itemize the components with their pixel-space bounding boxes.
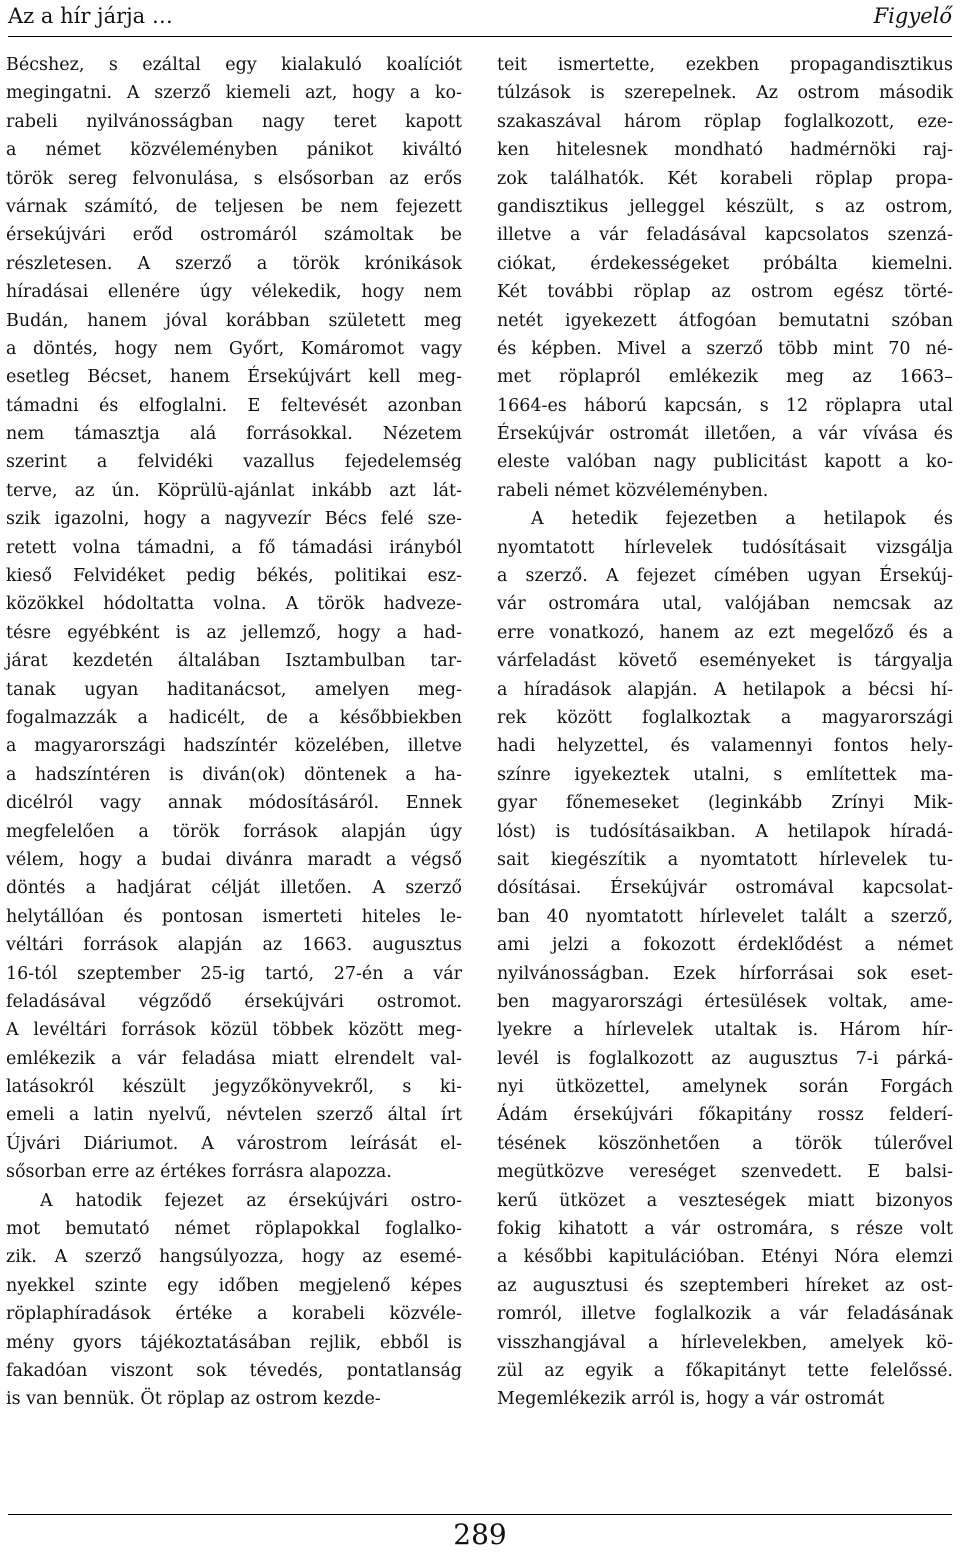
text-line: helytállóan és pontosan ismerteti hiteles le- xyxy=(6,906,462,927)
text-line: színre igyekeztek utalni, s említettek ma- xyxy=(497,764,953,785)
text-line: szerint a felvidéki vazallus fejedelemség xyxy=(6,452,462,473)
text-line: rek között foglalkoztak a magyarországi xyxy=(497,707,953,728)
text-line: Újvári Diáriumot. A várostrom leírását el- xyxy=(6,1133,462,1154)
text-line: retett volna támadni, a fő támadási irányból xyxy=(6,537,462,558)
text-line: dósításai. Érsekújvár ostromával kapcsolat- xyxy=(497,878,953,899)
text-line: tanak ugyan haditanácsot, amelyen meg- xyxy=(6,679,462,700)
text-line: várnak számító, de teljesen be nem fejezett xyxy=(6,196,462,217)
text-line: híradásai ellenére úgy vélekedik, hogy nem xyxy=(6,282,462,303)
text-line: sait kiegészítik a nyomtatott hírlevelek tu- xyxy=(497,849,953,870)
text-line: nyekkel szinte egy időben megjelenő képes xyxy=(6,1275,462,1296)
text-line: emeli a latin nyelvű, névtelen szerző által írt xyxy=(6,1105,462,1126)
text-line: erre vonatkozó, hanem az ezt megelőző és a xyxy=(497,622,953,643)
text-line: dicélról vagy annak módosításáról. Ennek xyxy=(6,793,462,814)
text-line: megingatni. A szerző kiemeli azt, hogy a ko- xyxy=(6,83,462,104)
text-line: sősorban erre az értékes forrásra alapozza. xyxy=(6,1162,392,1183)
text-line: zik. A szerző hangsúlyozza, hogy az esemé- xyxy=(6,1247,462,1268)
text-line: a szerző. A fejezet címében ugyan Érsekúj- xyxy=(497,566,953,587)
text-line: netét igyekezett átfogóan bemutatni szóban xyxy=(497,310,953,331)
text-column-right xyxy=(497,51,953,1414)
text-line: nem támasztja alá forrásokkal. Nézetem xyxy=(6,424,462,445)
text-line: részletesen. A szerző a török krónikások xyxy=(6,253,462,274)
text-line: nyilvánosságban. Ezek hírforrásai sok eset- xyxy=(497,963,953,984)
text-line: a híradások alapján. A hetilapok a bécsi hí- xyxy=(497,679,953,700)
text-line: röplaphíradások értéke a korabeli közvéle- xyxy=(6,1304,462,1325)
text-line: Érsekújvár ostromát illetően, a vár vívása és xyxy=(497,424,953,445)
text-line: megfelelően a török források alapján úgy xyxy=(6,821,462,842)
text-line: ken hitelesnek mondható hadmérnöki raj- xyxy=(497,140,953,161)
text-line: is van bennük. Öt röplap az ostrom kezde- xyxy=(6,1389,381,1410)
text-line: gandisztikus jelleggel készült, s az ostrom, xyxy=(497,196,953,217)
text-line: véltári források alapján az 1663. augusztus xyxy=(6,935,462,956)
text-line: és képben. Mivel a szerző több mint 70 né- xyxy=(497,338,953,359)
text-line: Bécshez, s ezáltal egy kialakuló koalíciót xyxy=(6,55,462,75)
text-line: túlzások is szerepelnek. Az ostrom második xyxy=(497,83,953,104)
text-line: esetleg Bécset, hanem Érsekújvárt kell meg- xyxy=(6,367,462,388)
text-line: mény gyors tájékoztatásában rejlik, ebből is xyxy=(6,1332,462,1353)
text-line: nyomtatott hírlevelek tudósításait vizsgálja xyxy=(497,537,953,558)
running-header xyxy=(8,0,952,37)
text-line: 1664-es háború kapcsán, s 12 röplapra utal xyxy=(497,395,953,416)
text-line: ban 40 nyomtatott hírlevelet talált a szerző, xyxy=(497,906,953,927)
text-line: visszhangjával a hírlevelekben, amelyek kö- xyxy=(497,1332,953,1353)
text-line: rabeli német közvéleményben. xyxy=(497,480,769,501)
text-line: kieső Felvidéket pedig békés, politikai esz- xyxy=(6,566,462,587)
text-line: hadi helyzettel, és valamennyi fontos hely- xyxy=(497,736,953,757)
text-line: feladásával végződő érsekújvári ostromot. xyxy=(6,991,462,1012)
text-line: lyekre a hírlevelek utaltak is. Három hír- xyxy=(497,1020,953,1041)
text-line: A hatodik fejezet az érsekújvári ostro- xyxy=(40,1190,462,1211)
running-title: Az a hír járja … xyxy=(8,4,173,28)
text-line: mot bemutató német röplapokkal foglalko- xyxy=(6,1219,462,1240)
text-line: ben magyarországi értesülések voltak, ame- xyxy=(497,991,953,1012)
text-line: gyar főnemeseket (leginkább Zrínyi Mik- xyxy=(497,793,953,814)
text-line: a magyarországi hadszíntér közelében, illetve xyxy=(6,736,462,757)
text-line: a későbbi kapitulációban. Etényi Nóra elemzi xyxy=(497,1247,953,1268)
text-line: tésének köszönhetően a török túlerővel xyxy=(497,1133,953,1154)
text-line: a hadszíntéren is diván(ok) döntenek a ha- xyxy=(6,764,462,785)
text-line: ciókat, érdekességeket próbálta kiemelni. xyxy=(497,253,953,274)
text-line: 16-tól szeptember 25-ig tartó, 27-én a vár xyxy=(6,963,462,984)
text-line: met röplapról emlékezik meg az 1663– xyxy=(497,367,953,388)
text-line: ami jelzi a fokozott érdeklődést a német xyxy=(497,935,953,956)
text-line: Ádám érsekújvári főkapitány rossz felderí- xyxy=(497,1105,953,1126)
text-line: A levéltári források közül többek között meg- xyxy=(6,1020,462,1041)
text-line: zok találhatók. Két korabeli röplap propa- xyxy=(497,168,953,189)
text-line: az augusztusi és szeptemberi híreket az ost- xyxy=(497,1275,953,1296)
text-line: tésre egyébként is az jellemző, hogy a had- xyxy=(6,622,462,643)
page-number: 289 xyxy=(453,1518,507,1551)
text-line: A hetedik fejezetben a hetilapok és xyxy=(531,509,953,530)
text-line: Budán, hanem jóval korábban született meg xyxy=(6,310,462,331)
text-line: várfeladást követő eseményeket is tárgyalja xyxy=(497,651,953,672)
text-line: eleste valóban nagy publicitást kapott a ko- xyxy=(497,452,953,473)
text-line: nyi ütközettel, amelynek során Forgách xyxy=(497,1077,953,1098)
text-line: teit ismertette, ezekben propagandisztikus xyxy=(497,55,953,75)
text-line: megütközve vereséget szenvedett. E balsi- xyxy=(497,1162,953,1183)
text-line: török sereg felvonulása, s elsősorban az erős xyxy=(6,168,462,189)
text-line: fogalmazzák a hadicélt, de a későbbiekben xyxy=(6,707,462,728)
text-line: illetve a vár feladásával kapcsolatos szenzá- xyxy=(497,225,953,246)
text-line: érsekújvári erőd ostromáról számoltak be xyxy=(6,225,462,246)
text-line: emlékezik a vár feladása miatt elrendelt val- xyxy=(6,1048,462,1069)
text-line: latásokról készült jegyzőkönyvekről, s ki- xyxy=(6,1077,462,1098)
text-line: járat kezdetén általában Isztambulban tar- xyxy=(6,651,462,672)
text-line: vár ostromára utal, valójában nemcsak az xyxy=(497,594,953,615)
text-line: fakadóan viszont sok tévedés, pontatlanság xyxy=(6,1360,462,1381)
text-line: terve, az ún. Köprülü-ajánlat inkább azt lát- xyxy=(6,480,462,501)
text-line: zül az egyik a főkapitányt tette felelőssé. xyxy=(497,1360,953,1381)
text-line: szik igazolni, hogy a nagyvezír Bécs felé sze- xyxy=(6,509,462,530)
text-line: Két további röplap az ostrom egész törté- xyxy=(497,282,953,303)
text-column-left xyxy=(6,51,462,1414)
text-line: a döntés, hogy nem Győrt, Komáromot vagy xyxy=(6,338,462,359)
text-line: támadni és elfoglalni. E feltevését azonban xyxy=(6,395,462,416)
text-line: levél is foglalkozott az augusztus 7-i párká- xyxy=(497,1048,953,1069)
text-line: szakaszával három röplap foglalkozott, eze- xyxy=(497,111,953,132)
text-line: a német közvéleményben pánikot kiváltó xyxy=(6,140,462,161)
text-line: vélem, hogy a budai divánra maradt a végső xyxy=(6,849,462,870)
text-line: döntés a hadjárat célját illetően. A szerző xyxy=(6,878,462,899)
footer-rule xyxy=(8,1514,952,1515)
section-title: Figyelő xyxy=(873,4,952,28)
text-line: kerű ütközet a veszteségek miatt bizonyos xyxy=(497,1190,953,1211)
text-line: rabeli nyilvánosságban nagy teret kapott xyxy=(6,111,462,132)
text-line: Megemlékezik arról is, hogy a vár ostromát xyxy=(497,1389,885,1410)
text-line: romról, illetve foglalkozik a vár feladásának xyxy=(497,1304,953,1325)
text-line: fokig kihatott a vár ostromára, s része volt xyxy=(497,1219,953,1240)
text-line: lóst) is tudósításaikban. A hetilapok híradá- xyxy=(497,821,953,842)
text-line: közökkel hódoltatta volna. A török hadveze- xyxy=(6,594,462,615)
